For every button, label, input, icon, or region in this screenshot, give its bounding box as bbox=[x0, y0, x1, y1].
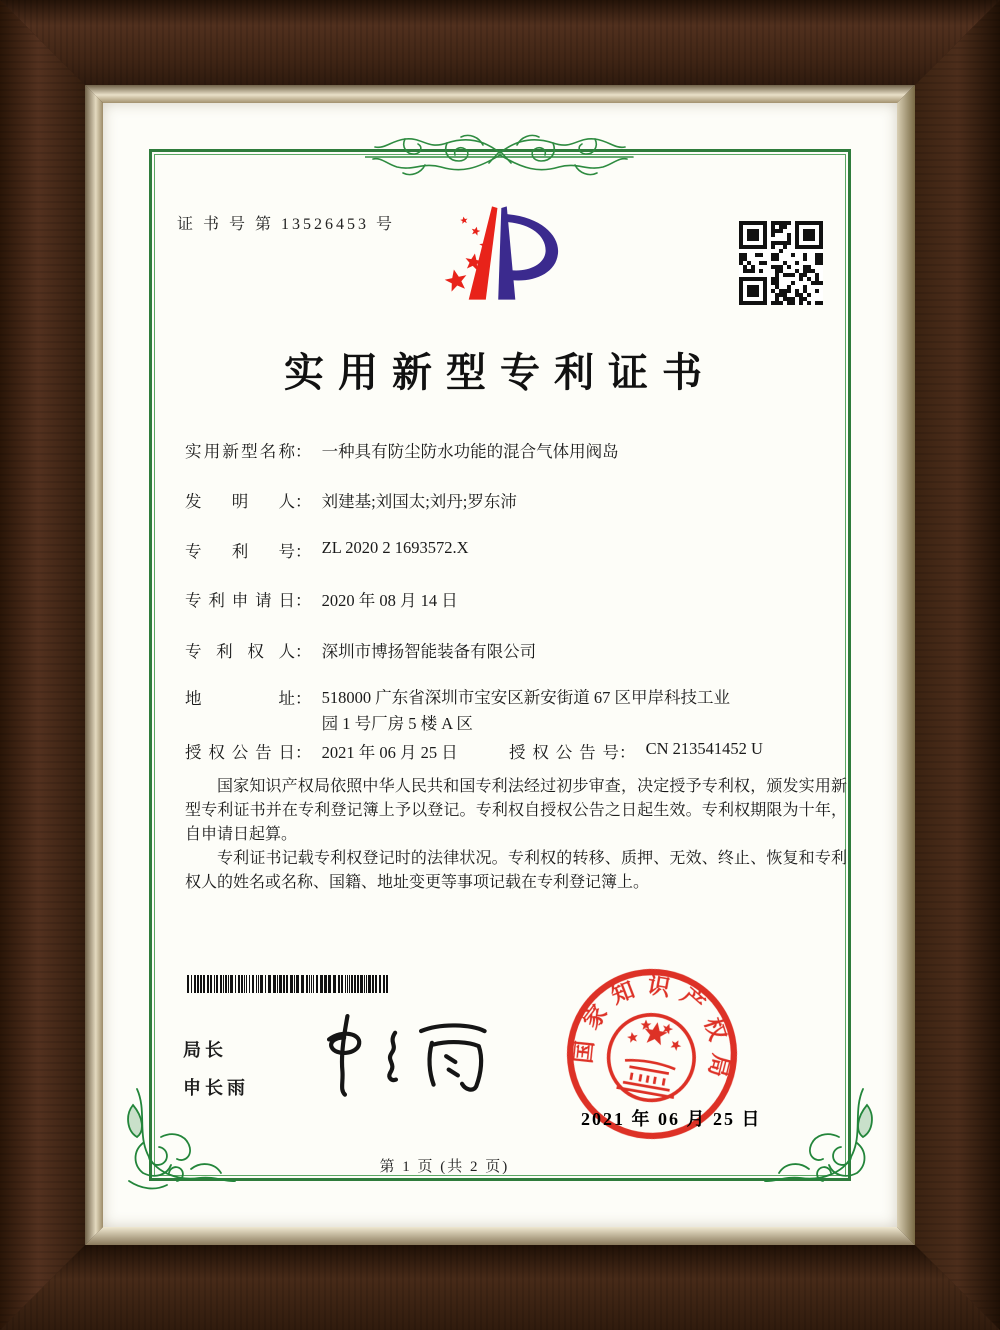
gold-fillet-bottom bbox=[85, 1227, 915, 1245]
colon: ： bbox=[295, 743, 312, 762]
corner-flourish-right bbox=[761, 1085, 879, 1203]
field-inventor-value: 刘建基;刘国太;刘丹;罗东沛 bbox=[321, 492, 517, 511]
certificate-number: 证 书 号 第 13526453 号 bbox=[177, 216, 396, 233]
field-patentee-value: 深圳市博扬智能装备有限公司 bbox=[321, 642, 537, 661]
qr-code bbox=[739, 221, 823, 305]
colon: ： bbox=[295, 591, 312, 610]
page-number: 第 1 页 (共 2 页) bbox=[379, 1159, 510, 1175]
gold-fillet-top bbox=[85, 85, 915, 103]
legal-paragraph-1: 国家知识产权局依照中华人民共和国专利法经过初步审查，决定授予专利权，颁发实用新型专利证书并在专利登记簿上予以登记。专利权自授权公告之日起生效。专利权期限为十年，自申请日起算。 bbox=[185, 778, 847, 843]
address-line-1: 518000 广东省深圳市宝安区新安街道 67 区甲岸科技工业 bbox=[321, 688, 730, 707]
border-ornament-top bbox=[365, 125, 635, 189]
legal-text bbox=[185, 775, 847, 895]
field-address-label: 地址 bbox=[185, 689, 295, 708]
field-grant bbox=[185, 739, 763, 763]
field-patent-no-value: ZL 2020 2 1693572.X bbox=[321, 538, 469, 557]
cnipa-logo-icon bbox=[433, 199, 565, 307]
seal-text: 国家知识产权局 bbox=[570, 972, 734, 1090]
field-filing-date-label: 专利申请日 bbox=[185, 591, 295, 610]
colon: ： bbox=[295, 492, 312, 511]
field-name bbox=[185, 438, 619, 462]
frame-right bbox=[915, 0, 1000, 1330]
director-signature bbox=[311, 1006, 501, 1098]
certificate-title: 实用新型专利证书 bbox=[284, 350, 716, 395]
seal-date: 2021 年 06 月 25 日 bbox=[581, 1109, 762, 1129]
field-grant-date-label: 授权公告日 bbox=[185, 743, 295, 762]
colon: ： bbox=[295, 689, 312, 708]
field-grant-no-value: CN 213541452 U bbox=[645, 739, 763, 758]
colon: ： bbox=[619, 743, 636, 762]
field-grant-no bbox=[509, 739, 763, 763]
official-seal bbox=[547, 949, 758, 1160]
colon: ： bbox=[295, 542, 312, 561]
field-address bbox=[185, 685, 897, 738]
frame-top bbox=[0, 0, 1000, 85]
field-patent-no bbox=[185, 538, 469, 562]
field-patentee-label: 专利权人 bbox=[185, 642, 295, 661]
field-grant-date-value: 2021 年 06 月 25 日 bbox=[321, 743, 458, 762]
gold-fillet-left bbox=[85, 85, 103, 1245]
legal-paragraph-2: 专利证书记载专利权登记时的法律状况。专利权的转移、质押、无效、终止、恢复和专利权人的姓名或名称、国籍、地址变更等事项记载在专利登记簿上。 bbox=[185, 850, 847, 891]
field-patent-no-label: 专利号 bbox=[185, 542, 295, 561]
field-filing-date-value: 2020 年 08 月 14 日 bbox=[321, 591, 458, 610]
frame-bottom bbox=[0, 1245, 1000, 1330]
field-patentee bbox=[185, 638, 536, 662]
address-line-2: 园 1 号厂房 5 楼 A 区 bbox=[321, 714, 473, 734]
colon: ： bbox=[295, 442, 312, 461]
gold-fillet-right bbox=[897, 85, 915, 1245]
director-name: 申长雨 bbox=[183, 1078, 249, 1098]
field-name-value: 一种具有防尘防水功能的混合气体用阀岛 bbox=[321, 442, 619, 461]
director-title: 局长 bbox=[183, 1040, 227, 1060]
field-name-label: 实用新型名称 bbox=[185, 442, 295, 461]
frame-left bbox=[0, 0, 85, 1330]
field-filing-date bbox=[185, 587, 458, 611]
field-inventor-label: 发明人 bbox=[185, 492, 295, 511]
certificate-paper bbox=[103, 103, 897, 1227]
field-inventor bbox=[185, 488, 517, 512]
field-grant-no-label: 授权公告号 bbox=[509, 743, 619, 762]
field-address-value bbox=[322, 685, 897, 738]
corner-flourish-left bbox=[121, 1085, 239, 1203]
barcode bbox=[187, 975, 392, 993]
colon: ： bbox=[295, 642, 312, 661]
